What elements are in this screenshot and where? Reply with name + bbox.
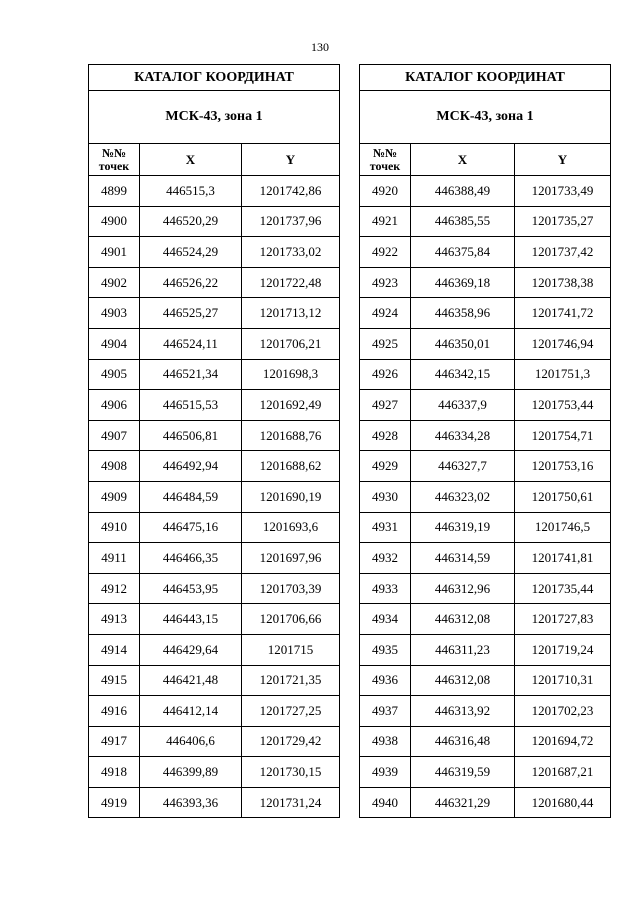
x-coordinate-cell: 446421,48: [140, 665, 242, 696]
y-coordinate-cell: 1201687,21: [515, 757, 611, 788]
column-header-point: [89, 144, 140, 176]
x-coordinate-cell: 446311,23: [411, 634, 515, 665]
y-coordinate-cell: 1201721,35: [242, 665, 340, 696]
x-coordinate-cell: 446521,34: [140, 359, 242, 390]
catalog-zone: МСК-43, зона 1: [360, 91, 611, 144]
x-coordinate-cell: 446312,96: [411, 573, 515, 604]
x-coordinate-cell: 446406,6: [140, 726, 242, 757]
column-header-point: [360, 144, 411, 176]
x-coordinate-cell: 446369,18: [411, 267, 515, 298]
table-row: [360, 512, 611, 543]
table-row: [89, 634, 340, 665]
point-number-cell: 4907: [89, 420, 140, 451]
x-coordinate-cell: 446312,08: [411, 604, 515, 635]
y-coordinate-cell: 1201715: [242, 634, 340, 665]
y-coordinate-cell: 1201754,71: [515, 420, 611, 451]
y-coordinate-cell: 1201722,48: [242, 267, 340, 298]
table-row: [89, 757, 340, 788]
table-row: [89, 237, 340, 268]
column-header-y: Y: [242, 144, 340, 176]
table-row: [89, 390, 340, 421]
y-coordinate-cell: 1201706,21: [242, 328, 340, 359]
table-row: [360, 328, 611, 359]
point-number-cell: 4910: [89, 512, 140, 543]
table-row: [360, 176, 611, 207]
x-coordinate-cell: 446385,55: [411, 206, 515, 237]
y-coordinate-cell: 1201729,42: [242, 726, 340, 757]
y-coordinate-cell: 1201731,24: [242, 787, 340, 818]
x-coordinate-cell: 446525,27: [140, 298, 242, 329]
table-row: [360, 665, 611, 696]
x-coordinate-cell: 446350,01: [411, 328, 515, 359]
y-coordinate-cell: 1201742,86: [242, 176, 340, 207]
y-coordinate-cell: 1201688,76: [242, 420, 340, 451]
x-coordinate-cell: 446319,19: [411, 512, 515, 543]
x-coordinate-cell: 446337,9: [411, 390, 515, 421]
x-coordinate-cell: 446321,29: [411, 787, 515, 818]
point-number-cell: 4923: [360, 267, 411, 298]
y-coordinate-cell: 1201719,24: [515, 634, 611, 665]
table-row: [360, 237, 611, 268]
x-coordinate-cell: 446334,28: [411, 420, 515, 451]
x-coordinate-cell: 446319,59: [411, 757, 515, 788]
y-coordinate-cell: 1201692,49: [242, 390, 340, 421]
point-number-cell: 4929: [360, 451, 411, 482]
y-coordinate-cell: 1201713,12: [242, 298, 340, 329]
point-number-cell: 4900: [89, 206, 140, 237]
point-number-cell: 4911: [89, 543, 140, 574]
y-coordinate-cell: 1201737,96: [242, 206, 340, 237]
table-row: [89, 328, 340, 359]
table-row: [360, 604, 611, 635]
x-coordinate-cell: 446314,59: [411, 543, 515, 574]
y-coordinate-cell: 1201750,61: [515, 481, 611, 512]
point-number-cell: 4906: [89, 390, 140, 421]
x-coordinate-cell: 446526,22: [140, 267, 242, 298]
x-coordinate-cell: 446524,11: [140, 328, 242, 359]
point-number-cell: 4935: [360, 634, 411, 665]
x-coordinate-cell: 446316,48: [411, 726, 515, 757]
point-number-cell: 4926: [360, 359, 411, 390]
y-coordinate-cell: 1201735,44: [515, 573, 611, 604]
y-coordinate-cell: 1201746,5: [515, 512, 611, 543]
point-number-cell: 4939: [360, 757, 411, 788]
x-coordinate-cell: 446484,59: [140, 481, 242, 512]
y-coordinate-cell: 1201693,6: [242, 512, 340, 543]
y-coordinate-cell: 1201730,15: [242, 757, 340, 788]
y-coordinate-cell: 1201741,81: [515, 543, 611, 574]
point-number-cell: 4927: [360, 390, 411, 421]
point-number-cell: 4908: [89, 451, 140, 482]
x-coordinate-cell: 446520,29: [140, 206, 242, 237]
point-number-cell: 4922: [360, 237, 411, 268]
point-number-cell: 4914: [89, 634, 140, 665]
y-coordinate-cell: 1201751,3: [515, 359, 611, 390]
x-coordinate-cell: 446375,84: [411, 237, 515, 268]
point-number-cell: 4924: [360, 298, 411, 329]
x-coordinate-cell: 446313,92: [411, 696, 515, 727]
point-number-cell: 4916: [89, 696, 140, 727]
x-coordinate-cell: 446515,53: [140, 390, 242, 421]
table-row: [89, 573, 340, 604]
point-number-cell: 4917: [89, 726, 140, 757]
table-row: [89, 543, 340, 574]
table-row: [360, 298, 611, 329]
page-number: 130: [311, 40, 329, 54]
x-coordinate-cell: 446466,35: [140, 543, 242, 574]
x-coordinate-cell: 446515,3: [140, 176, 242, 207]
x-coordinate-cell: 446388,49: [411, 176, 515, 207]
y-coordinate-cell: 1201694,72: [515, 726, 611, 757]
x-coordinate-cell: 446399,89: [140, 757, 242, 788]
point-number-cell: 4903: [89, 298, 140, 329]
column-header-point-label: №№ точек: [369, 145, 401, 173]
table-row: [89, 451, 340, 482]
point-number-cell: 4932: [360, 543, 411, 574]
column-header-y: Y: [515, 144, 611, 176]
table-row: [360, 757, 611, 788]
x-coordinate-cell: 446358,96: [411, 298, 515, 329]
point-number-cell: 4931: [360, 512, 411, 543]
point-number-cell: 4919: [89, 787, 140, 818]
y-coordinate-cell: 1201733,02: [242, 237, 340, 268]
x-coordinate-cell: 446342,15: [411, 359, 515, 390]
point-number-cell: 4913: [89, 604, 140, 635]
catalog-title: КАТАЛОГ КООРДИНАТ: [360, 65, 611, 91]
table-row: [360, 420, 611, 451]
table-row: [360, 267, 611, 298]
x-coordinate-cell: 446312,08: [411, 665, 515, 696]
point-number-cell: 4936: [360, 665, 411, 696]
point-number-cell: 4909: [89, 481, 140, 512]
point-number-cell: 4915: [89, 665, 140, 696]
x-coordinate-cell: 446393,36: [140, 787, 242, 818]
column-header-x: X: [140, 144, 242, 176]
point-number-cell: 4902: [89, 267, 140, 298]
y-coordinate-cell: 1201741,72: [515, 298, 611, 329]
table-row: [360, 390, 611, 421]
table-row: [89, 206, 340, 237]
table-row: [360, 573, 611, 604]
table-row: [360, 634, 611, 665]
y-coordinate-cell: 1201702,23: [515, 696, 611, 727]
table-row: [89, 420, 340, 451]
table-row: [89, 787, 340, 818]
point-number-cell: 4937: [360, 696, 411, 727]
x-coordinate-cell: 446524,29: [140, 237, 242, 268]
catalog-title: КАТАЛОГ КООРДИНАТ: [89, 65, 340, 91]
x-coordinate-cell: 446327,7: [411, 451, 515, 482]
y-coordinate-cell: 1201727,83: [515, 604, 611, 635]
x-coordinate-cell: 446429,64: [140, 634, 242, 665]
x-coordinate-cell: 446323,02: [411, 481, 515, 512]
y-coordinate-cell: 1201753,44: [515, 390, 611, 421]
table-row: [360, 359, 611, 390]
point-number-cell: 4938: [360, 726, 411, 757]
point-number-cell: 4918: [89, 757, 140, 788]
point-number-cell: 4934: [360, 604, 411, 635]
y-coordinate-cell: 1201737,42: [515, 237, 611, 268]
coordinate-catalog-left: [88, 64, 340, 818]
point-number-cell: 4921: [360, 206, 411, 237]
x-coordinate-cell: 446475,16: [140, 512, 242, 543]
y-coordinate-cell: 1201746,94: [515, 328, 611, 359]
x-coordinate-cell: 446453,95: [140, 573, 242, 604]
table-row: [360, 696, 611, 727]
y-coordinate-cell: 1201706,66: [242, 604, 340, 635]
y-coordinate-cell: 1201703,39: [242, 573, 340, 604]
column-header-point-label: №№ точек: [98, 145, 130, 173]
y-coordinate-cell: 1201738,38: [515, 267, 611, 298]
point-number-cell: 4925: [360, 328, 411, 359]
y-coordinate-cell: 1201710,31: [515, 665, 611, 696]
x-coordinate-cell: 446443,15: [140, 604, 242, 635]
table-row: [89, 512, 340, 543]
table-row: [89, 604, 340, 635]
table-row: [360, 787, 611, 818]
point-number-cell: 4912: [89, 573, 140, 604]
y-coordinate-cell: 1201735,27: [515, 206, 611, 237]
table-row: [89, 665, 340, 696]
y-coordinate-cell: 1201688,62: [242, 451, 340, 482]
table-row: [89, 481, 340, 512]
table-row: [360, 481, 611, 512]
point-number-cell: 4930: [360, 481, 411, 512]
catalog-body-right: [360, 176, 611, 818]
table-row: [360, 726, 611, 757]
catalog-zone: МСК-43, зона 1: [89, 91, 340, 144]
table-row: [89, 267, 340, 298]
catalog-body-left: [89, 176, 340, 818]
table-row: [89, 298, 340, 329]
table-row: [89, 726, 340, 757]
y-coordinate-cell: 1201733,49: [515, 176, 611, 207]
point-number-cell: 4899: [89, 176, 140, 207]
y-coordinate-cell: 1201697,96: [242, 543, 340, 574]
table-row: [89, 176, 340, 207]
table-row: [89, 696, 340, 727]
x-coordinate-cell: 446412,14: [140, 696, 242, 727]
x-coordinate-cell: 446492,94: [140, 451, 242, 482]
y-coordinate-cell: 1201698,3: [242, 359, 340, 390]
point-number-cell: 4904: [89, 328, 140, 359]
point-number-cell: 4901: [89, 237, 140, 268]
point-number-cell: 4940: [360, 787, 411, 818]
table-row: [89, 359, 340, 390]
y-coordinate-cell: 1201727,25: [242, 696, 340, 727]
point-number-cell: 4933: [360, 573, 411, 604]
point-number-cell: 4905: [89, 359, 140, 390]
table-row: [360, 543, 611, 574]
column-header-x: X: [411, 144, 515, 176]
table-row: [360, 206, 611, 237]
point-number-cell: 4928: [360, 420, 411, 451]
y-coordinate-cell: 1201680,44: [515, 787, 611, 818]
y-coordinate-cell: 1201690,19: [242, 481, 340, 512]
table-row: [360, 451, 611, 482]
point-number-cell: 4920: [360, 176, 411, 207]
x-coordinate-cell: 446506,81: [140, 420, 242, 451]
y-coordinate-cell: 1201753,16: [515, 451, 611, 482]
coordinate-catalog-right: [359, 64, 611, 818]
